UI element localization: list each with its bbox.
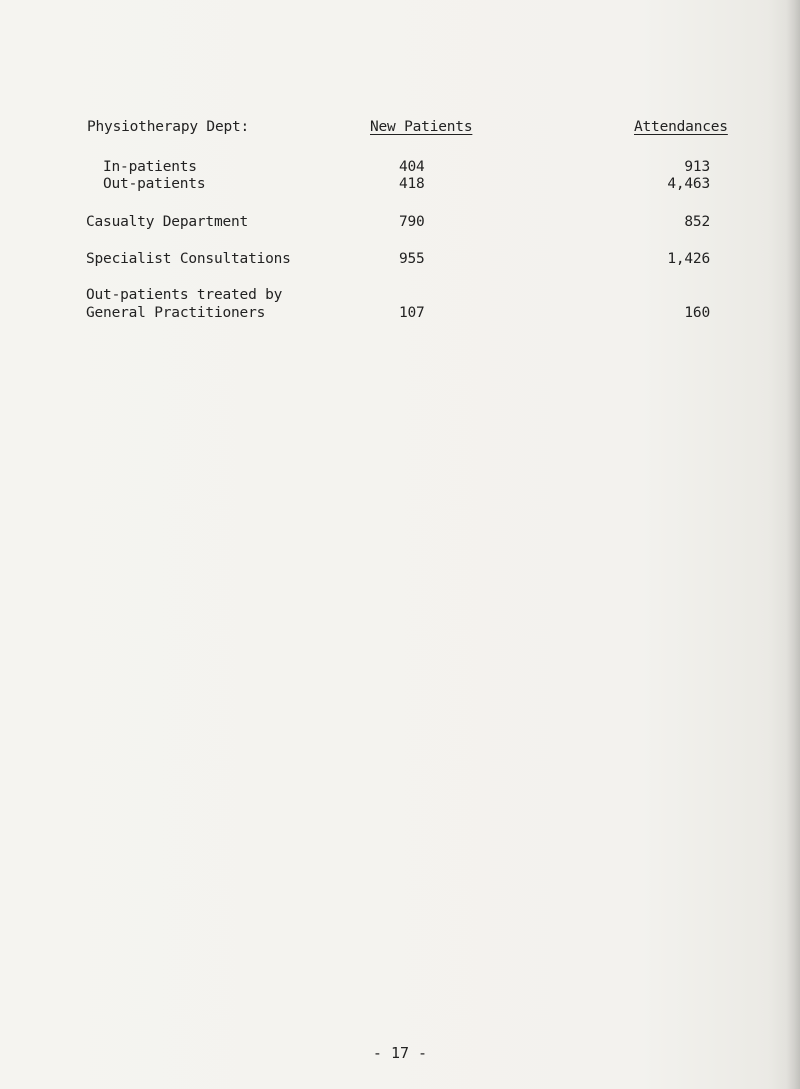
row-value-in-patients-new: 404 xyxy=(399,159,425,175)
row-value-gp-attendances: 160 xyxy=(684,305,710,321)
section-title: Physiotherapy Dept: xyxy=(87,119,250,135)
row-value-out-patients-new: 418 xyxy=(399,176,425,192)
row-value-specialist-attendances: 1,426 xyxy=(667,251,710,267)
row-label-specialist-consultations: Specialist Consultations xyxy=(86,251,291,267)
row-label-out-patients: Out-patients xyxy=(103,176,206,192)
column-header-new-patients: New Patients xyxy=(370,119,473,135)
row-label-gp-treated-line1: Out-patients treated by xyxy=(86,287,283,303)
row-label-casualty-department: Casualty Department xyxy=(86,214,249,230)
row-value-casualty-new: 790 xyxy=(399,214,425,230)
column-header-attendances: Attendances xyxy=(634,119,728,135)
page-edge-shadow xyxy=(786,0,800,1089)
row-value-gp-new: 107 xyxy=(399,305,425,321)
page-number: - 17 - xyxy=(372,1044,428,1062)
row-label-gp-treated-line2: General Practitioners xyxy=(86,305,266,321)
row-value-specialist-new: 955 xyxy=(399,251,425,267)
row-value-out-patients-attendances: 4,463 xyxy=(667,176,710,192)
row-label-in-patients: In-patients xyxy=(103,159,197,175)
row-value-casualty-attendances: 852 xyxy=(684,214,710,230)
row-value-in-patients-attendances: 913 xyxy=(684,159,710,175)
